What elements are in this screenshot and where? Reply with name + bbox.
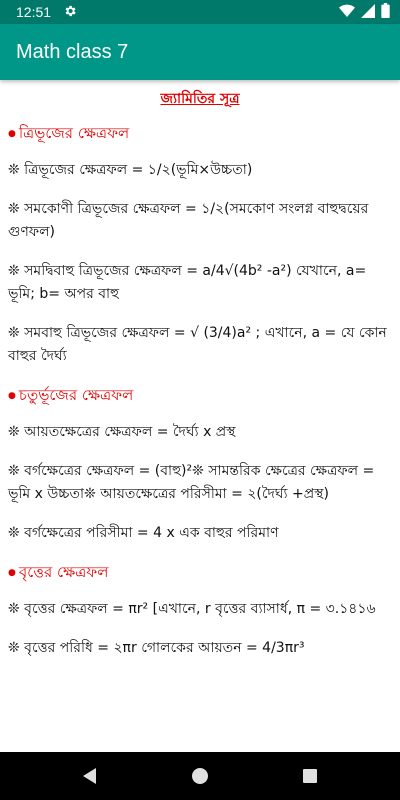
- gear-icon: [63, 4, 77, 21]
- bullet-icon: ●: [8, 129, 16, 139]
- navigation-bar: [0, 752, 400, 800]
- recents-button[interactable]: [255, 752, 365, 800]
- page-title: জ্যামিতির সূত্র: [160, 91, 240, 107]
- bullet-icon: ●: [8, 391, 16, 401]
- status-icons: [339, 3, 390, 21]
- section-title-quadrilateral: [8, 384, 392, 407]
- formula-item: ❊ বৃত্তের ক্ষেত্রফল = πr² [এখানে, r বৃত্তের ব্যাসার্ধ, π = ৩.১৪১৬: [8, 601, 376, 617]
- section-title-triangle: [8, 122, 392, 145]
- section-title-text: ত্রিভূজের ক্ষেত্রফল: [18, 124, 130, 142]
- formula-item: ❊ সমবাহু ত্রিভূজের ক্ষেত্রফল = √ (3/4)a² ; এখানে, a = যে কোন বাহুর দৈর্ঘ্য: [8, 325, 387, 364]
- back-icon: [82, 767, 98, 785]
- signal-icon: [361, 4, 375, 21]
- formula-item: ❊ বৃত্তের পরিধি = ২πr গোলকের আয়তন = 4/3πr³: [8, 640, 305, 656]
- status-time: 12:51: [16, 4, 52, 20]
- formula-item: ❊ সমকোণী ত্রিভূজের ক্ষেত্রফল = ১/২(সমকোণ সংলগ্ন বাহুদ্বয়ের গুণফল): [8, 201, 369, 240]
- formula-item: ❊ ত্রিভূজের ক্ষেত্রফল = ১/২(ভূমি×উচ্চতা): [8, 162, 253, 178]
- formula-item: ❊ বর্গক্ষেত্রের ক্ষেত্রফল = (বাহু)²❊ সামন্তরিক ক্ষেত্রের ক্ষেত্রফল = ভূমি x উচ্চতা❊ আয়তক্ষেত্রের পরিসীমা = ২(দৈর্ঘ্য +প্রস্থ): [8, 463, 375, 502]
- wifi-icon: [339, 4, 355, 21]
- section-title-text: চতুর্ভূজের ক্ষেত্রফল: [18, 386, 134, 404]
- battery-icon: [381, 3, 390, 21]
- content-area[interactable]: [0, 80, 400, 752]
- home-button[interactable]: [145, 752, 255, 800]
- formula-item: ❊ বর্গক্ষেত্রের পরিসীমা = 4 x এক বাহুর পরিমাণ: [8, 525, 279, 541]
- recents-icon: [302, 768, 318, 784]
- app-bar: [0, 24, 400, 80]
- back-button[interactable]: [35, 752, 145, 800]
- formula-item: ❊ আয়তক্ষেত্রের ক্ষেত্রফল = দৈর্ঘ্য x প্রস্থ: [8, 424, 236, 440]
- bullet-icon: ●: [8, 568, 16, 578]
- formula-item: ❊ সমদ্বিবাহু ত্রিভূজের ক্ষেত্রফল = a/4√(4b² -a²) যেখানে, a= ভূমি; b= অপর বাহু: [8, 263, 367, 302]
- section-title-circle: [8, 561, 392, 584]
- home-icon: [191, 767, 209, 785]
- status-bar: [0, 0, 400, 24]
- app-title: Math class 7: [16, 40, 129, 63]
- section-title-text: বৃত্তের ক্ষেত্রফল: [18, 563, 109, 581]
